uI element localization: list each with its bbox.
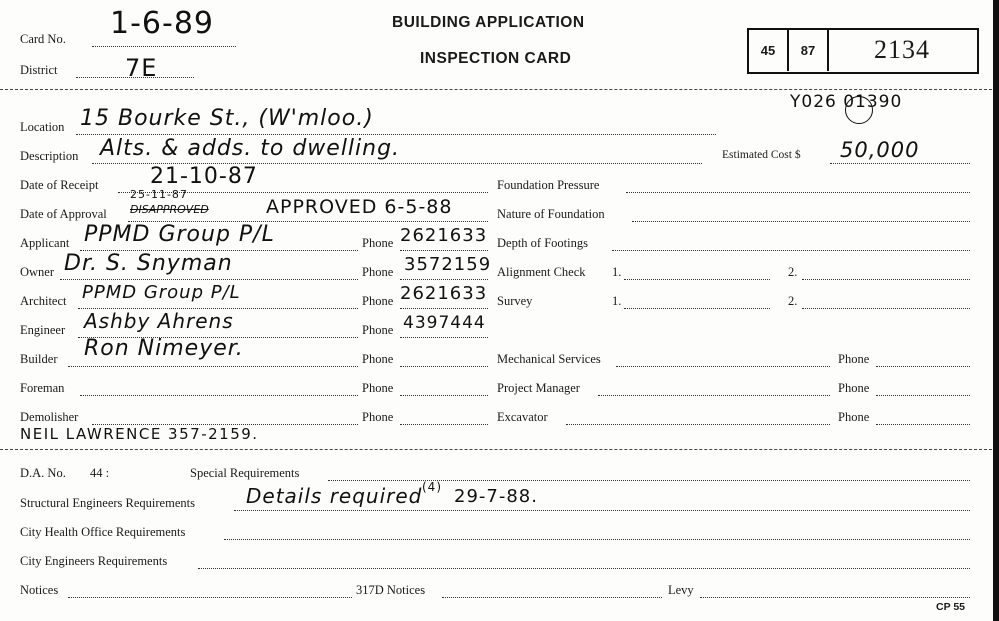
reference-circle bbox=[845, 96, 873, 124]
owner-phone-label: Phone bbox=[362, 265, 394, 279]
alignment-two-label: 2. bbox=[788, 265, 798, 279]
mechanical-line bbox=[616, 366, 830, 367]
notices317-label: 317D Notices bbox=[356, 583, 426, 597]
box-cell-3: 2134 bbox=[874, 35, 930, 64]
structural-date: 29-7-88. bbox=[454, 486, 538, 507]
engineer-phone-line bbox=[400, 337, 488, 338]
middle-separator bbox=[0, 449, 992, 450]
location-line bbox=[76, 134, 716, 135]
footer-code: CP 55 bbox=[936, 601, 965, 613]
foreman-phone-label: Phone bbox=[362, 381, 394, 395]
da-label: D.A. No. bbox=[20, 466, 66, 480]
card-no-line bbox=[92, 46, 236, 47]
health-line bbox=[224, 539, 970, 540]
survey-one-line bbox=[624, 308, 770, 309]
location-value: 15 Bourke St., (W'mloo.) bbox=[80, 106, 374, 131]
top-separator bbox=[0, 89, 992, 90]
owner-line bbox=[60, 279, 358, 280]
foundation-pressure-label: Foundation Pressure bbox=[497, 178, 600, 192]
receipt-value: 21-10-87 bbox=[150, 164, 258, 189]
special-label: Special Requirements bbox=[190, 466, 300, 480]
applicant-phone-line bbox=[400, 250, 488, 251]
card-no-label: Card No. bbox=[20, 32, 66, 46]
engineer-label: Engineer bbox=[20, 323, 66, 337]
structural-superscript: (4) bbox=[422, 480, 442, 494]
demolisher-label: Demolisher bbox=[20, 410, 79, 424]
mechanical-label: Mechanical Services bbox=[497, 352, 601, 366]
approval-label: Date of Approval bbox=[20, 207, 107, 221]
foreman-label: Foreman bbox=[20, 381, 65, 395]
survey-two-label: 2. bbox=[788, 294, 798, 308]
health-label: City Health Office Requirements bbox=[20, 525, 186, 539]
mechanical-phone-line bbox=[876, 366, 970, 367]
description-value: Alts. & adds. to dwelling. bbox=[100, 136, 401, 161]
nature-foundation-label: Nature of Foundation bbox=[497, 207, 605, 221]
alignment-one-line bbox=[624, 279, 770, 280]
approval-value: APPROVED 6-5-88 bbox=[266, 196, 453, 218]
owner-phone-value: 3572159 bbox=[404, 254, 492, 275]
estimated-cost-value: 50,000 bbox=[840, 138, 920, 162]
notices-line bbox=[68, 597, 352, 598]
builder-phone-label: Phone bbox=[362, 352, 394, 366]
box-cell-1: 45 bbox=[760, 42, 776, 58]
title-line2: INSPECTION CARD bbox=[420, 50, 572, 67]
district-value: 7E bbox=[125, 54, 158, 82]
survey-two-line bbox=[802, 308, 970, 309]
excavator-label: Excavator bbox=[497, 410, 548, 424]
architect-label: Architect bbox=[20, 294, 67, 308]
project-manager-phone-line bbox=[876, 395, 970, 396]
levy-label: Levy bbox=[668, 583, 694, 597]
foreman-phone-line bbox=[400, 395, 488, 396]
applicant-phone-label: Phone bbox=[362, 236, 394, 250]
card-no-value: 1-6-89 bbox=[110, 6, 214, 41]
survey-label: Survey bbox=[497, 294, 533, 308]
depth-footings-label: Depth of Footings bbox=[497, 236, 588, 250]
applicant-phone-value: 2621633 bbox=[400, 225, 488, 246]
nature-foundation-line bbox=[632, 221, 970, 222]
receipt-label: Date of Receipt bbox=[20, 178, 99, 192]
structural-value: Details required bbox=[246, 484, 423, 508]
architect-phone-line bbox=[400, 308, 488, 309]
levy-line bbox=[700, 597, 970, 598]
project-manager-line bbox=[598, 395, 830, 396]
excavator-line bbox=[566, 424, 830, 425]
demolisher-phone-label: Phone bbox=[362, 410, 394, 424]
reference-number: Y026 01390 bbox=[790, 92, 903, 112]
alignment-one-label: 1. bbox=[612, 265, 622, 279]
da-value: 44 : bbox=[90, 466, 110, 480]
builder-label: Builder bbox=[20, 352, 58, 366]
approval-disapproved: DISAPPROVED bbox=[130, 203, 209, 216]
excavator-phone-line bbox=[876, 424, 970, 425]
foreman-line bbox=[80, 395, 358, 396]
title-line1: BUILDING APPLICATION bbox=[392, 14, 585, 31]
foundation-pressure-line bbox=[626, 192, 970, 193]
estimated-cost-label: Estimated Cost $ bbox=[722, 149, 801, 161]
alignment-two-line bbox=[802, 279, 970, 280]
project-manager-phone-label: Phone bbox=[838, 381, 870, 395]
architect-phone-value: 2621633 bbox=[400, 283, 488, 304]
owner-phone-line bbox=[400, 279, 488, 280]
project-manager-label: Project Manager bbox=[497, 381, 580, 395]
approval-note: 25-11-87 bbox=[130, 188, 188, 201]
architect-value: PPMD Group P/L bbox=[82, 282, 241, 303]
description-label: Description bbox=[20, 149, 79, 163]
city-eng-line bbox=[198, 568, 970, 569]
structural-line bbox=[234, 510, 970, 511]
city-eng-label: City Engineers Requirements bbox=[20, 554, 168, 568]
architect-phone-label: Phone bbox=[362, 294, 394, 308]
applicant-label: Applicant bbox=[20, 236, 70, 250]
estimated-cost-line bbox=[830, 163, 970, 164]
engineer-phone-value: 4397444 bbox=[403, 313, 486, 333]
engineer-value: Ashby Ahrens bbox=[84, 309, 234, 333]
owner-value: Dr. S. Snyman bbox=[64, 251, 233, 276]
notices317-line bbox=[442, 597, 662, 598]
builder-line bbox=[68, 366, 358, 367]
card-edge-shadow bbox=[993, 0, 999, 621]
mechanical-phone-label: Phone bbox=[838, 352, 870, 366]
district-label: District bbox=[20, 63, 58, 77]
location-label: Location bbox=[20, 120, 65, 134]
applicant-value: PPMD Group P/L bbox=[84, 222, 275, 247]
depth-footings-line bbox=[612, 250, 970, 251]
survey-one-label: 1. bbox=[612, 294, 622, 308]
alignment-label: Alignment Check bbox=[497, 265, 586, 279]
owner-label: Owner bbox=[20, 265, 55, 279]
extra-note: NEIL LAWRENCE 357-2159. bbox=[20, 425, 259, 443]
box-cell-2: 87 bbox=[800, 42, 816, 58]
notices-label: Notices bbox=[20, 583, 59, 597]
excavator-phone-label: Phone bbox=[838, 410, 870, 424]
builder-phone-line bbox=[400, 366, 488, 367]
structural-label: Structural Engineers Requirements bbox=[20, 496, 195, 510]
builder-value: Ron Nimeyer. bbox=[84, 336, 244, 361]
engineer-phone-label: Phone bbox=[362, 323, 394, 337]
demolisher-phone-line bbox=[400, 424, 488, 425]
